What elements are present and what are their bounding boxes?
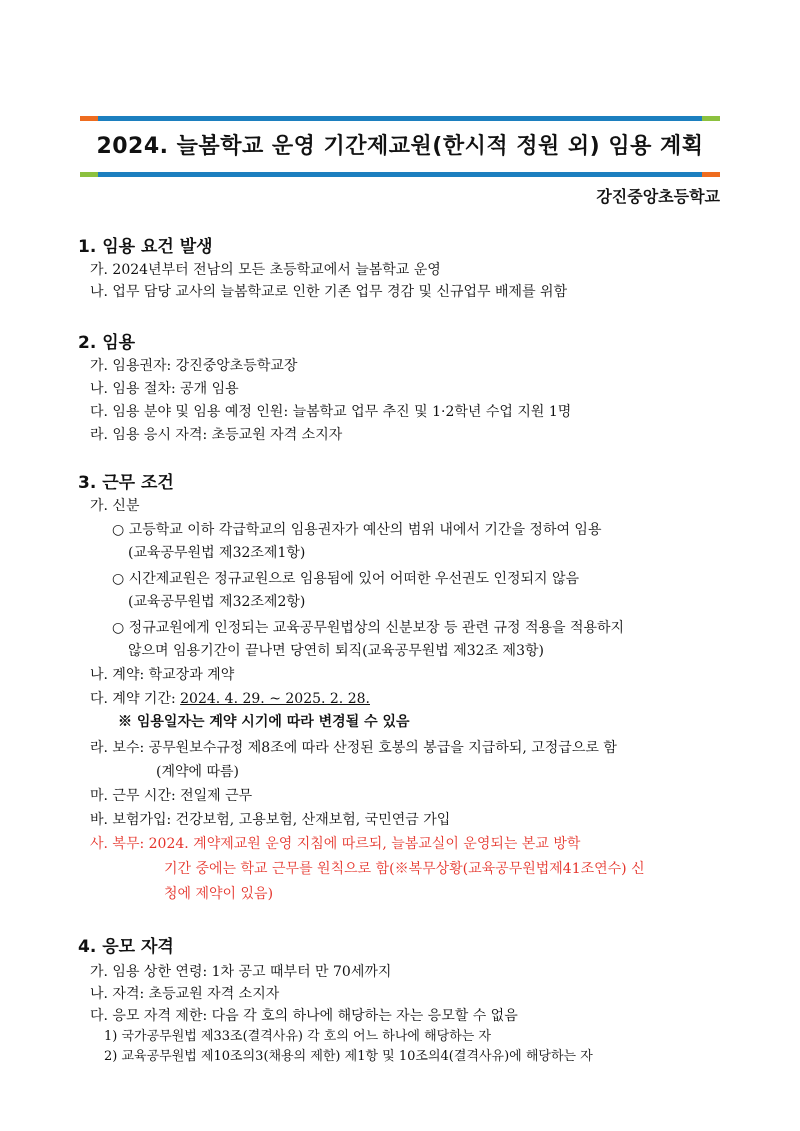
bar-segment-blue <box>98 116 702 121</box>
list-item: 나. 계약: 학교장과 계약 <box>90 667 235 683</box>
notice-text: ※ 임용일자는 계약 시기에 따라 변경될 수 있음 <box>118 714 410 730</box>
bar-segment-orange <box>80 116 98 121</box>
school-name: 강진중앙초등학교 <box>596 187 720 206</box>
section-heading: 4. 응모 자격 <box>78 937 174 957</box>
list-item-continuation: (계약에 따름) <box>156 764 239 780</box>
contract-period-line <box>90 689 370 709</box>
list-item: 다. 임용 분야 및 임용 예정 인원: 늘봄학교 업무 추진 및 1·2학년 수업 지원 1명 <box>90 404 572 420</box>
list-item: 바. 보험가입: 건강보험, 고용보험, 산재보험, 국민연금 가입 <box>90 812 451 828</box>
service-rule-continuation: 청에 제약이 있음) <box>164 886 274 902</box>
section-heading: 1. 임용 요건 발생 <box>78 237 213 257</box>
list-item: 나. 업무 담당 교사의 늘봄학교로 인한 기존 업무 경감 및 신규업무 배제를 위함 <box>90 284 568 300</box>
bullet-continuation: (교육공무원법 제32조제2항) <box>128 594 306 610</box>
bullet-continuation: (교육공무원법 제32조제1항) <box>128 545 306 561</box>
list-item: 가. 2024년부터 전남의 모든 초등학교에서 늘봄학교 운영 <box>90 262 441 278</box>
list-item: 나. 임용 절차: 공개 임용 <box>90 381 239 397</box>
contract-period-label: 다. 계약 기간: <box>90 691 181 707</box>
list-item: 나. 자격: 초등교원 자격 소지자 <box>90 986 280 1002</box>
bullet-item: ○ 정규교원에게 인정되는 교육공무원법상의 신분보장 등 관련 규정 적용을 적용하지 <box>112 620 625 636</box>
bullet-item: ○ 시간제교원은 정규교원으로 임용됨에 있어 어떠한 우선권도 인정되지 않음 <box>112 571 580 587</box>
list-item: 라. 임용 응시 자격: 초등교원 자격 소지자 <box>90 427 343 443</box>
sub-item: 2) 교육공무원법 제10조의3(채용의 제한) 제1항 및 10조의4(결격사유)에 해당하는 자 <box>104 1049 593 1064</box>
bar-segment-green <box>80 172 98 177</box>
list-item: 가. 신분 <box>90 498 140 514</box>
title-top-bar <box>80 116 720 121</box>
title-bottom-bar <box>80 172 720 177</box>
list-item: 라. 보수: 공무원보수규정 제8조에 따라 산정된 호봉의 봉급을 지급하되, 고정급으로 함 <box>90 740 617 756</box>
bar-segment-green <box>702 116 720 121</box>
contract-period-value: 2024. 4. 29. ~ 2025. 2. 28. <box>180 691 370 707</box>
section-heading: 2. 임용 <box>78 333 136 353</box>
bar-segment-blue <box>98 172 702 177</box>
sub-item: 1) 국가공무원법 제33조(결격사유) 각 호의 어느 하나에 해당하는 자 <box>104 1029 492 1044</box>
page-title: 2024. 늘봄학교 운영 기간제교원(한시적 정원 외) 임용 계획 <box>96 134 704 159</box>
list-item: 마. 근무 시간: 전일제 근무 <box>90 788 253 804</box>
service-rule-line: 사. 복무: 2024. 계약제교원 운영 지침에 따르되, 늘봄교실이 운영되는 본교 방학 <box>90 836 581 852</box>
bar-segment-orange <box>702 172 720 177</box>
list-item: 가. 임용권자: 강진중앙초등학교장 <box>90 358 298 374</box>
list-item: 가. 임용 상한 연령: 1차 공고 때부터 만 70세까지 <box>90 964 392 980</box>
service-rule-continuation: 기간 중에는 학교 근무를 원칙으로 함(※복무상황(교육공무원법제41조연수) 신 <box>164 861 645 877</box>
bullet-continuation: 않으며 임용기간이 끝나면 당연히 퇴직(교육공무원법 제32조 제3항) <box>128 643 544 659</box>
section-heading: 3. 근무 조건 <box>78 473 174 493</box>
bullet-item: ○ 고등학교 이하 각급학교의 임용권자가 예산의 범위 내에서 기간을 정하여 임용 <box>112 522 602 538</box>
list-item: 다. 응모 자격 제한: 다음 각 호의 하나에 해당하는 자는 응모할 수 없음 <box>90 1008 518 1024</box>
